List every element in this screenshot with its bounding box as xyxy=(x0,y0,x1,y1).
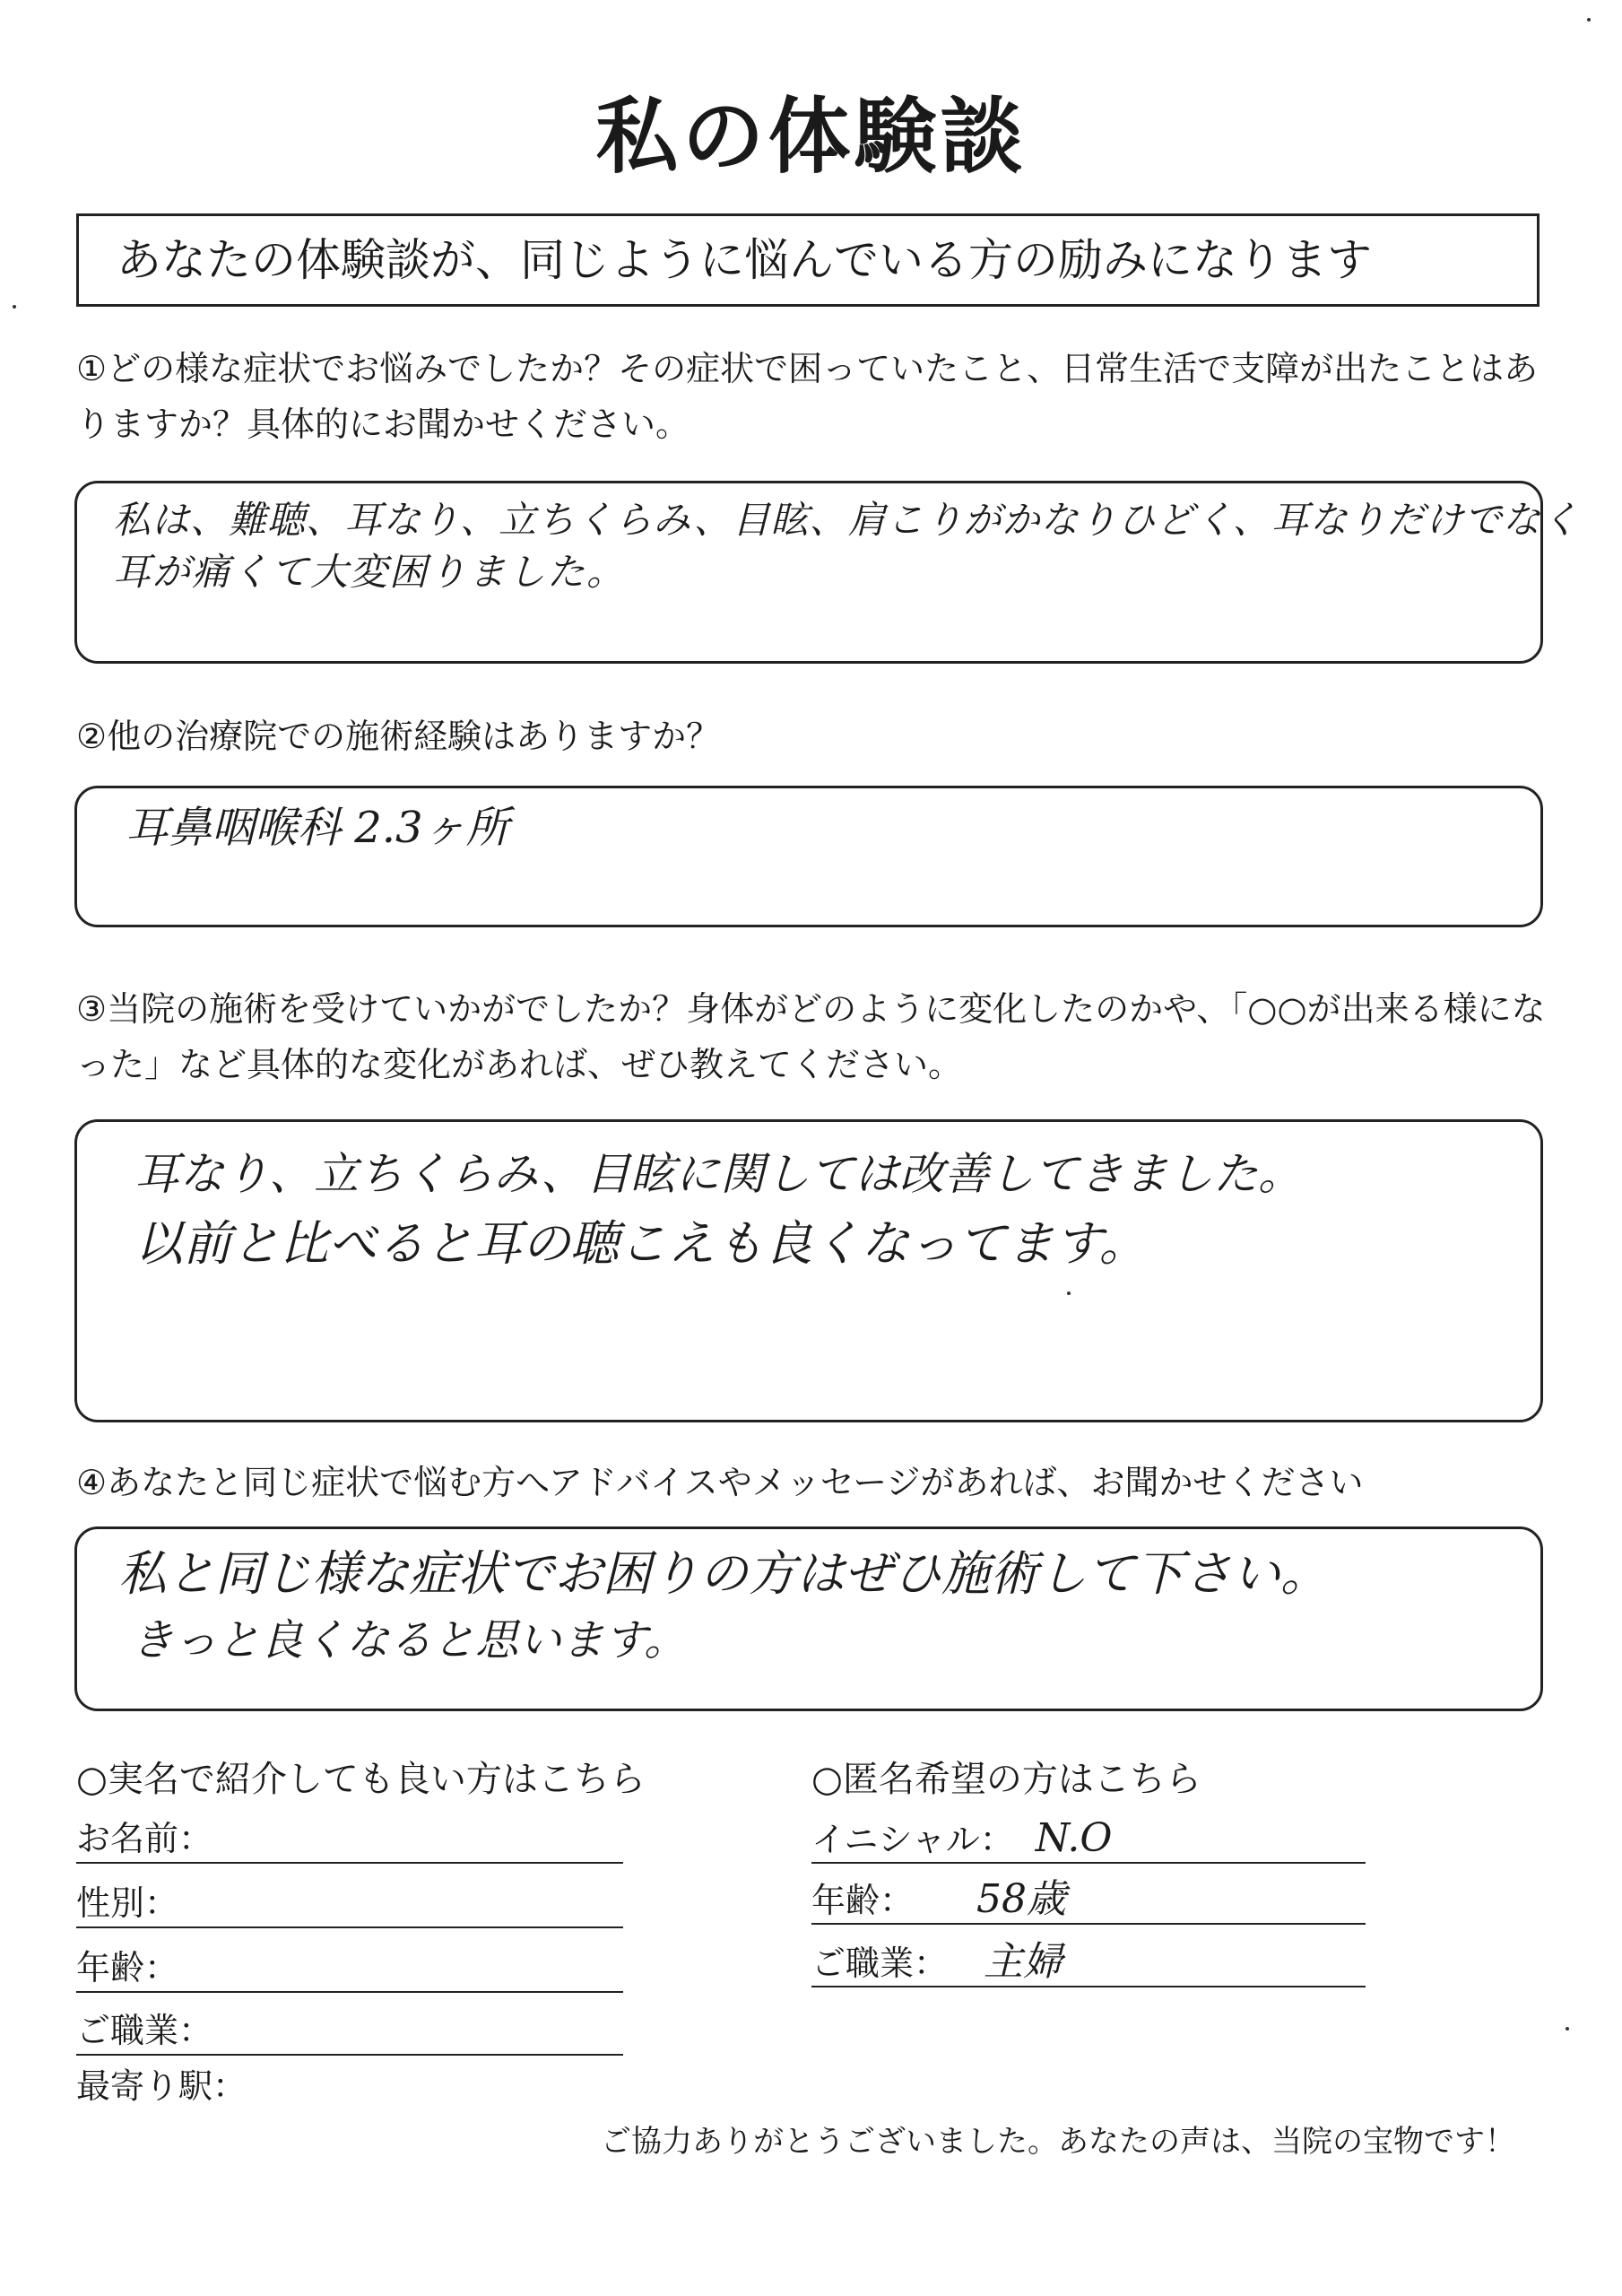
question-4: ④あなたと同じ症状で悩む方へアドバイスやメッセージがあれば、お聞かせください xyxy=(76,1463,1364,1502)
footer-message: ご協力ありがとうございました。あなたの声は、当院の宝物です！ xyxy=(601,2124,1515,2160)
job-label: ご職業： xyxy=(76,2011,213,2050)
gender-label: 性別： xyxy=(76,1883,179,1923)
scan-speck xyxy=(13,305,16,309)
anon-job-value: 主婦 xyxy=(984,1939,1063,1985)
anon-age-value: 58歳 xyxy=(976,1876,1067,1922)
answer-box-1 xyxy=(74,481,1580,664)
name-field xyxy=(76,1812,623,1864)
subtitle-box: あなたの体験談が、同じように悩んでいる方の励みになります xyxy=(76,213,1540,307)
initial-value: N.O xyxy=(1035,1815,1113,1861)
answer-box-3 xyxy=(74,1119,1543,1422)
answer-4-line-1: 私と同じ様な症状でお困りの方はぜひ施術して下さい。 xyxy=(118,1545,1329,1602)
scan-speck xyxy=(1587,18,1591,22)
page-title: 私の体験談 xyxy=(595,89,1027,185)
scan-speck xyxy=(1566,2027,1569,2031)
anon-job-label: ご職業： xyxy=(811,1944,949,1983)
answer-box-4 xyxy=(74,1526,1543,1711)
job-field xyxy=(76,2004,623,2056)
question-2: ②他の治療院での施術経験はありますか？ xyxy=(76,717,721,756)
anon-age-label: 年齢： xyxy=(811,1881,915,1920)
question-3: ③当院の施術を受けていかがでしたか？身体がどのように変化したのかや、「○○が出来る様になった」など具体的な変化があれば、ぜひ教えてください。 xyxy=(76,989,1546,1084)
anonymous-heading: ○匿名希望の方はこちら xyxy=(811,1759,1201,1800)
scan-speck xyxy=(1067,1292,1071,1295)
anon-job-field xyxy=(811,1935,1366,1987)
age-field xyxy=(76,1941,623,1993)
gender-field xyxy=(76,1876,623,1928)
answer-box-2 xyxy=(74,786,1543,927)
answer-4-line-2: きっと良くなると思います。 xyxy=(131,1615,688,1665)
name-label: お名前： xyxy=(76,1819,213,1858)
question-1: ①どの様な症状でお悩みでしたか？その症状で困っていたこと、日常生活で支障が出たことはありますか？具体的にお聞かせください。 xyxy=(76,349,1539,444)
station-field xyxy=(76,2059,623,2111)
initial-label: イニシャル： xyxy=(811,1820,1014,1859)
answer-2-line-1: 耳鼻咽喉科 2.3ヶ所 xyxy=(126,803,509,853)
answer-1-line-1: 私は、難聴、耳なり、立ちくらみ、目眩、肩こりがかなりひどく、耳なりだけでなく xyxy=(113,498,1580,542)
real-name-heading: ○実名で紹介しても良い方はこちら xyxy=(76,1759,646,1800)
anon-age-field xyxy=(811,1873,1366,1925)
answer-3-line-1: 耳なり、立ちくらみ、目眩に関しては改善してきました。 xyxy=(134,1148,1303,1200)
age-label: 年齢： xyxy=(76,1948,179,1987)
initial-field xyxy=(811,1812,1366,1864)
station-label: 最寄り駅： xyxy=(76,2066,247,2106)
answer-3-line-2: 以前と比べると耳の聴こえも良くなってます。 xyxy=(134,1215,1148,1272)
answer-1-line-2: 耳が痛くて大変困りました。 xyxy=(113,550,627,594)
